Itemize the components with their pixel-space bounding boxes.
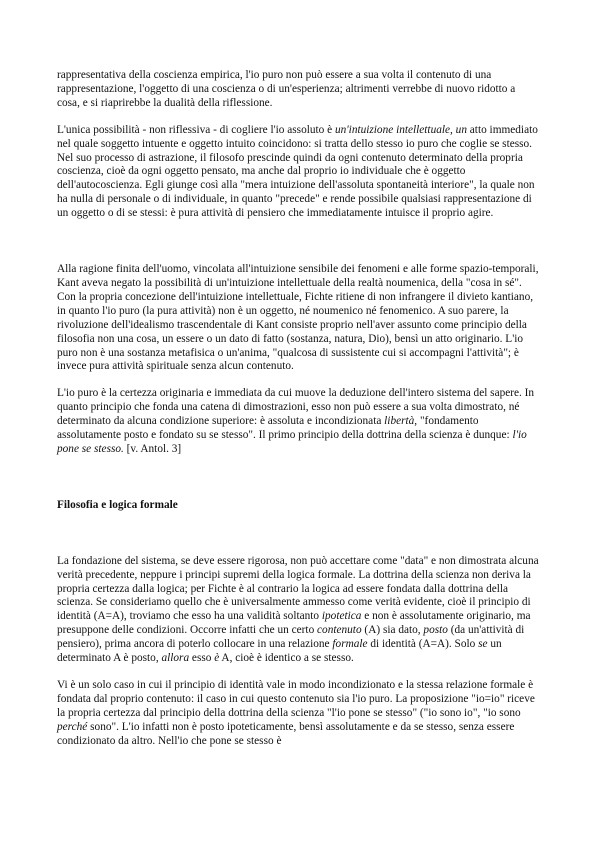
text-run: [v. Antol. 3] (123, 442, 182, 455)
text-run: A, cioè è identico a se stesso. (219, 652, 354, 665)
paragraph-6 (57, 679, 539, 749)
text-run: un determinato A è posto, (57, 638, 502, 665)
text-run: "fondamento assolutamente posto e fondato su se stesso". Il primo principio della dottrina della scienza è dunque: (57, 415, 513, 442)
section-heading: Filosofia e logica formale (57, 498, 178, 511)
italic-run: ipotetica (321, 610, 362, 623)
paragraph-2 (57, 124, 539, 221)
paragraph-3: Alla ragione finita dell'uomo, vincolata all'intuizione sensibile dei fenomeni e alle forme spazio-temporali, Kant aveva negato la possibilità di un'intuizione intellettuale della realtà noumenica, della "cosa in sé". Con la propria concezione dell'intuizione intellettuale, Fichte ritiene di non infrangere il divieto kantiano, in quanto l'io puro (la pura attività) non è un oggetto, né noumenico né fenomenico. A suo parere, la rivoluzione dell'idealismo trascendentale di Kant consiste proprio nell'aver assunto come principio della filosofia non una cosa, un essere o un dato di fatto (sostanza, natura, Dio), bensì un atto originario. L'io puro non è una sostanza metafisica o un'anima, "qualcosa di sussistente cui si accompagni l'attività"; è invece pura attività spirituale senza alcun contenuto. (57, 263, 539, 373)
spacer (57, 374, 539, 387)
italic-run: allora (161, 652, 190, 665)
italic-run: se (478, 638, 488, 651)
spacer (57, 221, 539, 263)
text-run: esso (189, 652, 215, 665)
italic-run: posto (423, 624, 448, 637)
italic-run: formale (332, 638, 368, 651)
spacer (57, 457, 539, 499)
text-run: Vi è un solo caso in cui il principio di identità vale in modo incondizionato e la stessa relazione formale è fondata dal proprio contenuto: il caso in cui questo contenuto sia l'io puro. La proposizione "io=io" riceve la propria certezza dal principio della dottrina della scienza "l'io pone se stesso" ("io sono io", "io sono (57, 679, 535, 719)
spacer (57, 666, 539, 679)
italic-run: è (214, 652, 220, 665)
text-run: di identità (A=A). Solo (367, 638, 479, 651)
italic-run: contenuto (317, 624, 362, 637)
text-run: (A) sia dato, (361, 624, 424, 637)
text-run: La fondazione del sistema, se deve essere rigorosa, non può accettare come "data" e non dimostrata alcuna verità precedente, neppure i principi supremi della logica formale. La dottrina della scienza non deriva la propria certezza dalla logica; per Fichte è al contrario la logica ad essere fondata dalla dottrina della scienza. Se consideriamo quello che è universalmente ammesso come verità evidente, cioè il principio di identità (A=A), troviamo che esso ha una validità soltanto (57, 554, 539, 623)
text-run: e non è assolutamente originario, ma presuppone delle condizioni. Occorre infatti che un certo (57, 610, 531, 637)
paragraph-4 (57, 387, 539, 457)
paragraph-1: rappresentativa della coscienza empirica, l'io puro non può essere a sua volta il contenuto di una rappresentazione, l'oggetto di una coscienza o di un'esperienza; altrimenti verrebbe di nuovo ridotto a cosa, e si riaprirebbe la dualità della riflessione. (57, 69, 516, 109)
spacer (57, 513, 539, 555)
document-page (57, 69, 539, 749)
italic-run: un'intuizione intellettuale, un (334, 123, 467, 136)
italic-run: l'io pone se stesso. (57, 429, 527, 455)
text-run: atto immediato nel quale soggetto intuente e oggetto intuito coincidono: si tratta dello stesso io puro che coglie se stesso. Nel suo processo di astrazione, il filosofo prescinde quindi da ogni contenuto determinato della propria coscienza, cioè da ogni oggetto pensato, ma anche dal proprio io individuale che è oggetto dell'autocoscienza. Egli giunge così alla "mera intuizione dell'assoluta spontaneità interiore", la quale non ha nulla di personale o di individuale, in quanto "precede" e rende possibile qualsiasi rappresentazione di un oggetto o di se stessi: è pura attività di pensiero che immediatamente intuisce il proprio agire. (57, 123, 538, 220)
italic-run: perché (57, 720, 88, 733)
italic-run: libertà, (384, 415, 418, 428)
spacer (57, 111, 539, 124)
text-run: L'io puro è la certezza originaria e immediata da cui muove la deduzione dell'intero sistema del sapere. In quanto principio che fonda una catena di dimostrazioni, esso non può essere a sua volta dimostrato, né determinato da alcuna condizione superiore: è assoluta e incondizionata (57, 387, 535, 428)
paragraph-5 (57, 555, 539, 666)
text-run: L'unica possibilità - non riflessiva - di cogliere l'io assoluto è (57, 123, 335, 136)
text-run: (da un'attività di pensiero), prima ancora di poterlo collocare in una relazione (57, 624, 525, 651)
text-run: sono". L'io infatti non è posto ipoteticamente, bensì assolutamente e da se stesso, senza essere condizionato da altro. Nell'io che pone se stesso è (57, 720, 515, 747)
